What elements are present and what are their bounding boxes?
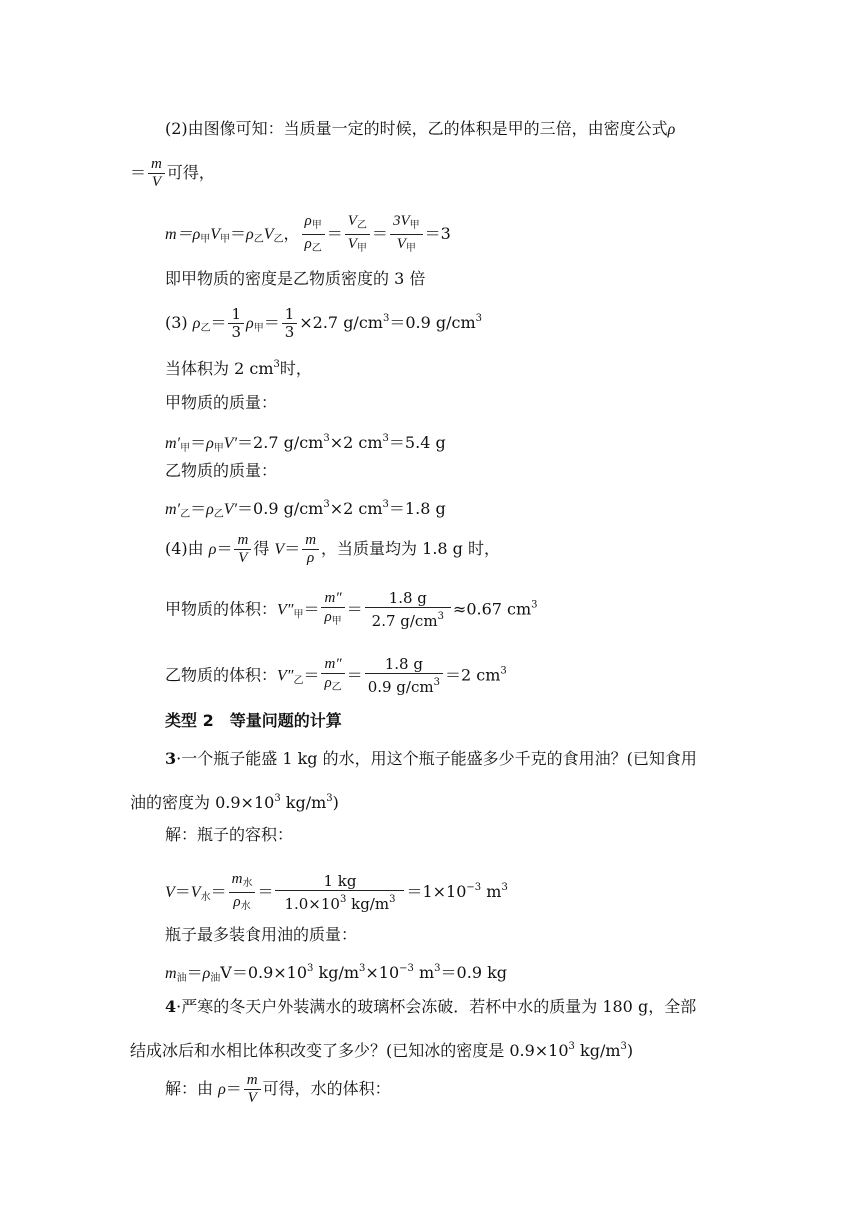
label: (3) [165, 313, 193, 332]
rho: ρ [246, 315, 254, 332]
calc: ×2 cm [329, 499, 383, 518]
text: kg/m [280, 793, 327, 812]
rho: ρ [304, 213, 312, 229]
question-3-line-1 [165, 748, 697, 770]
sub: 甲 [311, 220, 322, 231]
text: 结成冰后和水相比体积改变了多少？(已知冰的密度是 0.9×10 [130, 1041, 569, 1060]
fraction-one-third [228, 306, 244, 341]
value: 1.0×10 [284, 894, 340, 913]
m-prime: m′ [165, 501, 181, 518]
fraction-mass-over-rho [321, 590, 344, 630]
numerator: m″ [321, 590, 344, 608]
m: m [231, 871, 243, 887]
sup: 3 [359, 963, 366, 974]
rho: ρ [206, 435, 214, 452]
sub: 甲 [331, 616, 342, 627]
section-title: 等量问题的计算 [229, 711, 342, 730]
equals: ＝ [216, 539, 233, 558]
sup: 3 [500, 665, 507, 677]
calc: V＝0.9×10 [220, 963, 308, 982]
sup: 3 [434, 963, 441, 974]
rho: ρ [202, 965, 211, 982]
question-number: 3 [165, 749, 177, 768]
sub: 甲 [220, 234, 231, 245]
sub: 甲 [356, 243, 367, 254]
equals: ＝ [303, 599, 320, 619]
jia-mass-heading: 甲物质的质量： [165, 393, 278, 412]
question-text: 严寒的冬天户外装满水的玻璃杯会冻破．若杯中水的质量为 180 g，全部 [181, 997, 697, 1016]
sub: 乙 [253, 234, 264, 245]
equals: ＝ [263, 313, 280, 332]
v-dprime: V″ [277, 667, 294, 685]
sub: 水 [242, 878, 253, 889]
sub: 乙 [331, 682, 342, 693]
v: V [347, 236, 357, 252]
sup: 3 [274, 793, 281, 804]
numerator: m″ [321, 656, 344, 674]
sub: 乙 [200, 323, 211, 334]
equals: ＝ [186, 963, 203, 982]
equals: ＝ [284, 539, 301, 558]
v: V [190, 884, 201, 901]
text: 解：由 [165, 1079, 219, 1098]
fraction-3v-ratio [390, 212, 423, 257]
oil-mass-heading: 瓶子最多装食用油的质量： [165, 925, 358, 944]
equals: ＝ [190, 499, 207, 518]
question-3-line-2 [130, 788, 339, 814]
fraction-value [365, 656, 443, 696]
equals: ＝ [346, 665, 363, 685]
numerator: m [148, 156, 165, 174]
fraction-value [275, 873, 404, 913]
rho: ρ [324, 609, 332, 625]
denominator: 3 [284, 323, 295, 341]
sup: 3 [323, 433, 330, 444]
equals: ＝ [230, 224, 247, 243]
label: 甲物质的体积： [165, 599, 278, 619]
oil-mass-calc [165, 958, 507, 990]
v: V [263, 226, 274, 243]
sub: 水 [200, 892, 211, 903]
result: ≈0.67 cm [452, 599, 532, 619]
numerator: 1 [282, 306, 298, 324]
text: ，当质量均为 1.8 g 时， [321, 539, 500, 558]
sub: 乙 [356, 220, 367, 231]
rho: ρ [208, 541, 217, 558]
v-prime: V′ [223, 501, 238, 518]
numerator: 1 [228, 306, 244, 324]
fraction-m-over-rho-water [229, 870, 256, 915]
text: 油的密度为 0.9×10 [130, 793, 275, 812]
m-prime: m′ [165, 435, 181, 452]
sup: 3 [389, 893, 396, 905]
sub: 乙 [311, 243, 322, 254]
comma: ， [283, 224, 300, 243]
sup: 3 [339, 893, 347, 905]
v: V [396, 236, 406, 252]
v: V [274, 541, 285, 558]
sub: 水 [240, 901, 251, 912]
m: m [165, 965, 177, 982]
text: ) [332, 793, 339, 812]
sup: 3 [323, 499, 330, 510]
rho: ρ [246, 226, 254, 243]
section-label: 类型 2 [165, 711, 214, 730]
rho-symbol: ρ [667, 121, 676, 138]
density-formula-line [130, 156, 215, 191]
label: 乙物质的体积： [165, 665, 278, 685]
equals: ＝ [346, 599, 363, 619]
equals: ＝ [303, 665, 320, 685]
rho: ρ [206, 501, 214, 518]
yi-mass-calc [165, 494, 446, 526]
rho: ρ [218, 1081, 226, 1098]
equals: ＝ [371, 224, 388, 243]
question-number: 4 [165, 997, 177, 1016]
sup: −3 [399, 963, 414, 974]
numerator: m [302, 532, 319, 550]
calc: ×2.7 g/cm [299, 313, 383, 332]
equals: ＝ [225, 1079, 242, 1098]
denominator: ρ [307, 550, 315, 566]
text: 可得， [166, 163, 215, 182]
numerator: 1.8 g [365, 656, 443, 674]
v: V [347, 213, 357, 229]
value: 2.7 g/cm [371, 612, 438, 630]
unit: kg/m [313, 963, 360, 982]
mass-equation-line [165, 212, 451, 257]
sup: 3 [568, 1041, 575, 1052]
yi-mass-heading: 乙物质的质量： [165, 461, 278, 480]
sup: 3 [307, 963, 314, 974]
solution-3-heading: 解：瓶子的容积： [165, 825, 294, 844]
calc: ＝2.7 g/cm [237, 433, 324, 452]
value: 0.9 g/cm [367, 678, 434, 696]
text: 时， [279, 359, 312, 378]
sup: 3 [501, 882, 508, 893]
numerator: m [244, 1072, 261, 1090]
equals: ＝ [210, 313, 227, 332]
text: kg/m [574, 1041, 621, 1060]
equals: ＝ [326, 224, 343, 243]
numerator: 1.8 g [365, 590, 451, 608]
volume-2cm3-line [165, 354, 312, 380]
rho: ρ [233, 894, 241, 910]
bottle-volume-calc [165, 870, 508, 915]
unit: m [481, 882, 502, 901]
denominator: V [247, 1090, 257, 1106]
sub: 乙 [273, 234, 284, 245]
fraction-one-third [282, 306, 298, 341]
sub: 甲 [253, 323, 264, 334]
rho: ρ [192, 226, 201, 243]
question-4-line-2 [130, 1036, 633, 1062]
text: ) [626, 1041, 634, 1060]
sup: 3 [382, 433, 389, 444]
equals: ＝ [174, 882, 191, 901]
text: (4)由 [165, 539, 209, 558]
calc: ×2 cm [329, 433, 383, 452]
numerator: 1 kg [275, 873, 404, 891]
sub: 甲 [409, 220, 420, 231]
solution-4-line [165, 1072, 391, 1107]
sup: 3 [382, 499, 389, 510]
sub: 乙 [293, 675, 304, 687]
sub: 甲 [180, 443, 191, 454]
sub: 油 [210, 973, 221, 984]
equals: ＝ [257, 882, 274, 901]
sub: 甲 [405, 243, 416, 254]
sub: 乙 [213, 509, 224, 520]
question-4-line-1 [165, 996, 696, 1018]
sup: 3 [531, 599, 538, 611]
text: (2)由图像可知：当质量一定的时候，乙的体积是甲的三倍，由密度公式 [165, 119, 668, 138]
result: ＝3 [424, 224, 451, 243]
unit: m [413, 963, 435, 982]
dot: · [176, 997, 182, 1016]
rho: ρ [304, 236, 312, 252]
three-v: 3V [392, 213, 410, 229]
jia-volume-line [165, 590, 538, 630]
v-prime: V′ [223, 435, 238, 452]
sub: 乙 [180, 509, 191, 520]
fraction-value [365, 590, 451, 630]
part-4-line [165, 532, 500, 567]
v: V [210, 226, 221, 243]
sup: 3 [437, 611, 444, 622]
result: ＝0.9 kg [440, 963, 508, 982]
numerator: m [234, 532, 251, 550]
result: ＝1×10 [406, 882, 467, 901]
yi-volume-line [165, 656, 507, 696]
text: 当体积为 2 cm [165, 359, 274, 378]
calc: ×10 [365, 963, 400, 982]
jia-mass-calc [165, 428, 446, 460]
result: ＝2 cm [444, 665, 501, 685]
section-heading [165, 710, 342, 732]
denominator: V [238, 550, 248, 566]
fraction-mass-over-rho [321, 656, 344, 696]
sup: −3 [466, 882, 482, 893]
fraction-rho-ratio [302, 212, 325, 257]
v: V [165, 884, 175, 901]
fraction-m-over-v [244, 1072, 261, 1107]
sup: 3 [433, 677, 440, 688]
fraction-m-over-v [234, 532, 251, 567]
unit: kg/m [346, 894, 390, 913]
line-2-intro [165, 118, 675, 141]
equals: ＝ [190, 433, 207, 452]
v-dprime: V″ [277, 601, 294, 619]
result: ＝1.8 g [388, 499, 446, 518]
sup: 3 [382, 313, 390, 324]
equals: ＝ [210, 882, 227, 901]
equals: ＝ [130, 163, 147, 182]
dot: · [176, 749, 182, 768]
denominator: 3 [231, 323, 241, 341]
rho: ρ [324, 675, 332, 691]
sup: 3 [326, 793, 333, 804]
fraction-v-ratio [345, 212, 370, 257]
calc: ＝0.9 g/cm [237, 499, 324, 518]
m-eq: m＝ [165, 226, 193, 243]
conclusion-line: 即甲物质的密度是乙物质密度的 3 倍 [165, 269, 426, 288]
sub: 油 [176, 973, 187, 984]
fraction-m-over-v [148, 156, 165, 191]
part-3-line [165, 306, 482, 341]
sub: 甲 [200, 234, 211, 245]
question-text: 一个瓶子能盛 1 kg 的水，用这个瓶子能盛多少千克的食用油？(已知食用 [181, 749, 697, 768]
sup: 3 [273, 359, 280, 370]
text: 可得，水的体积： [262, 1079, 391, 1098]
rho: ρ [192, 315, 201, 332]
text: 得 [253, 539, 275, 558]
sup: 3 [620, 1041, 627, 1052]
result: ＝5.4 g [388, 433, 446, 452]
denominator: V [151, 174, 162, 190]
sub: 甲 [213, 443, 224, 454]
sub: 甲 [293, 609, 304, 621]
sup: 3 [475, 313, 483, 324]
result: ＝0.9 g/cm [389, 313, 476, 332]
fraction-m-over-rho [302, 532, 319, 567]
